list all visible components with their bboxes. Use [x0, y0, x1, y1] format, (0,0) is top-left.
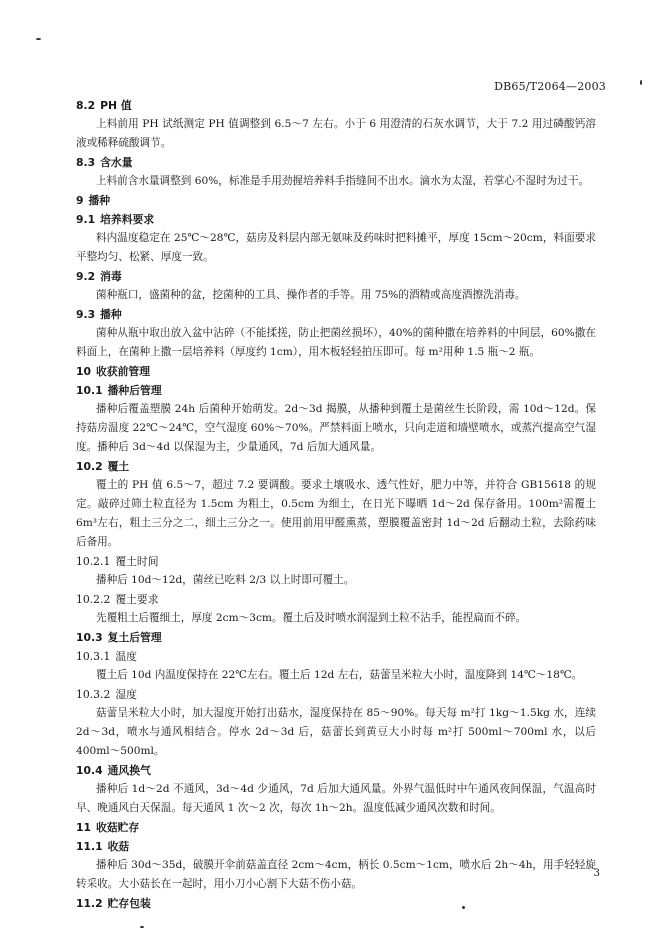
- paragraph: 覆土的 PH 值 6.5～7，超过 7.2 要调酸。要求土壤吸水、透气性好，肥力中等，并符合 GB15618 的规定。敲碎过筛土粒直径为 1.5cm 为粗土，0.5cm 为细土，在日光下曝晒 1d～2d 保存备用。100m²需覆土 6m³左右，粗土三分之二，细土三分之一。使用前用甲醛熏蒸，塑膜覆盖密封 1d～2d 后翻动土粒，去除药味后备用。: [76, 479, 596, 548]
- section-heading: [76, 761, 596, 780]
- section-title: 覆土要求: [115, 593, 159, 606]
- scan-speck: [140, 926, 144, 928]
- section-title: 覆土时间: [115, 555, 159, 568]
- section-number: 8.2: [76, 99, 96, 112]
- section-title: 覆土: [107, 460, 130, 473]
- section-heading: [76, 305, 596, 324]
- paragraph: 上料前用 PH 试纸测定 PH 值调整到 6.5～7 左右。小于 6 用澄清的石灰水调节，大于 7.2 用过磷酸钙溶液或稀释硫酸调节。: [76, 118, 596, 149]
- section-number: 10.3.2: [76, 688, 111, 701]
- section-heading: [76, 837, 596, 856]
- section-heading: [76, 628, 596, 647]
- section-heading: [76, 818, 596, 837]
- section-heading: [76, 267, 596, 286]
- section-heading: [76, 457, 596, 476]
- section-number: 8.3: [76, 156, 96, 169]
- section-heading: [76, 362, 596, 381]
- section-heading: [76, 191, 596, 210]
- scan-speck: [36, 38, 41, 40]
- section-title: 通风换气: [107, 764, 151, 777]
- section-title: 播种后管理: [107, 384, 162, 397]
- paragraph: 播种后 10d～12d，菌丝已吃料 2/3 以上时即可覆土。: [96, 574, 355, 586]
- section-number: 11.2: [76, 897, 103, 910]
- section-title: 贮存包装: [107, 897, 151, 910]
- section-heading: [76, 685, 596, 704]
- section-number: 11: [76, 821, 92, 834]
- section-heading: [76, 96, 596, 115]
- section-number: 9.3: [76, 308, 96, 321]
- paragraph: 播种后覆盖塑膜 24h 后菌种开始萌发。2d～3d 揭膜，从播种到覆土是菌丝生长阶段，需 10d～12d。保持菇房温度 22℃～24℃，空气湿度 60%～70%。严禁料面上喷水，只向走道和墙壁喷水，或蒸汽提高空气湿度。播种后 3d～4d 以保湿为主，少量通风，7d 后加大通风量。: [76, 403, 596, 453]
- section-number: 10.4: [76, 764, 103, 777]
- section-title: 收获前管理: [96, 365, 151, 378]
- section-title: 收菇: [107, 840, 130, 853]
- section-heading: [76, 894, 596, 913]
- section-title: 播种: [100, 308, 122, 321]
- section-heading: [76, 552, 596, 571]
- scan-speck: [462, 906, 465, 909]
- paragraph: 菌种从瓶中取出放入盆中沾碎（不能揉搓，防止把菌丝损坏），40%的菌种撒在培养料的中间层，60%撒在料面上，在菌种上撒一层培养料（厚度约 1cm），用木板轻轻拍压即可。每 m²用种 1.5 瓶～2 瓶。: [76, 327, 596, 358]
- document-body: [76, 96, 596, 913]
- section-heading: [76, 210, 596, 229]
- section-title: PH 值: [100, 99, 132, 112]
- section-number: 10.3.1: [76, 650, 111, 663]
- section-number: 10.1: [76, 384, 103, 397]
- section-title: 温度: [115, 650, 137, 663]
- scan-speck: [640, 80, 642, 85]
- section-title: 播种: [88, 194, 111, 207]
- section-heading: [76, 381, 596, 400]
- section-heading: [76, 153, 596, 172]
- paragraph: 上料前含水量调整到 60%，标准是手用劲握培养料手指缝间不出水。滴水为太湿，若掌心不湿时为过干。: [96, 175, 590, 187]
- standard-number: DB65/T2064—2003: [494, 80, 606, 93]
- section-heading: [76, 647, 596, 666]
- section-heading: [76, 590, 596, 609]
- section-title: 复土后管理: [107, 631, 162, 644]
- section-title: 消毒: [100, 270, 122, 283]
- page-number: 3: [593, 868, 600, 879]
- section-title: 湿度: [115, 688, 137, 701]
- section-number: 9.2: [76, 270, 96, 283]
- paragraph: 先覆粗土后覆细土，厚度 2cm～3cm。覆土后及时喷水润湿到土粒不沾手，能捏扁而不碎。: [96, 612, 527, 624]
- section-number: 10.2: [76, 460, 103, 473]
- section-title: 含水量: [100, 156, 133, 169]
- paragraph: 播种后 1d～2d 不通风，3d～4d 少通风，7d 后加大通风量。外界气温低时中午通风夜间保温，气温高时早、晚通风白天保温。每天通风 1 次～2 次，每次 1h～2h。温度低减少通风次数和时间。: [76, 783, 596, 814]
- paragraph: 菇蕾呈米粒大小时，加大湿度开始打出菇水，湿度保持在 85～90%。每天每 m²打 1kg～1.5kg 水，连续 2d～3d，喷水与通风相结合。停水 2d～3d 后，菇蕾长到黄豆大小时每 m²打 500ml～700ml 水，以后 400ml～500ml。: [76, 707, 596, 757]
- section-title: 收菇贮存: [96, 821, 140, 834]
- section-number: 10: [76, 365, 92, 378]
- section-number: 10.3: [76, 631, 103, 644]
- section-title: 培养料要求: [100, 213, 155, 226]
- paragraph: 覆土后 10d 内温度保持在 22℃左右。覆土后 12d 左右，菇蕾呈米粒大小时，温度降到 14℃～18℃。: [96, 669, 583, 681]
- section-number: 9: [76, 194, 84, 207]
- section-number: 9.1: [76, 213, 96, 226]
- paragraph: 料内温度稳定在 25℃～28℃，菇房及料层内部无氨味及药味时把料摊平，厚度 15cm～20cm，料面要求平整均匀、松紧、厚度一致。: [76, 232, 596, 263]
- section-number: 10.2.1: [76, 555, 111, 568]
- paragraph: 菌种瓶口，盛菌种的盆，挖菌种的工具、操作者的手等。用 75%的酒精或高度酒擦洗消毒。: [96, 289, 526, 301]
- section-number: 11.1: [76, 840, 103, 853]
- section-number: 10.2.2: [76, 593, 111, 606]
- paragraph: 播种后 30d～35d，破膜开伞前菇盖直径 2cm～4cm，柄长 0.5cm～1cm，喷水后 2h～4h，用手轻轻旋转采收。大小菇长在一起时，用小刀小心割下大菇不伤小菇。: [76, 859, 596, 890]
